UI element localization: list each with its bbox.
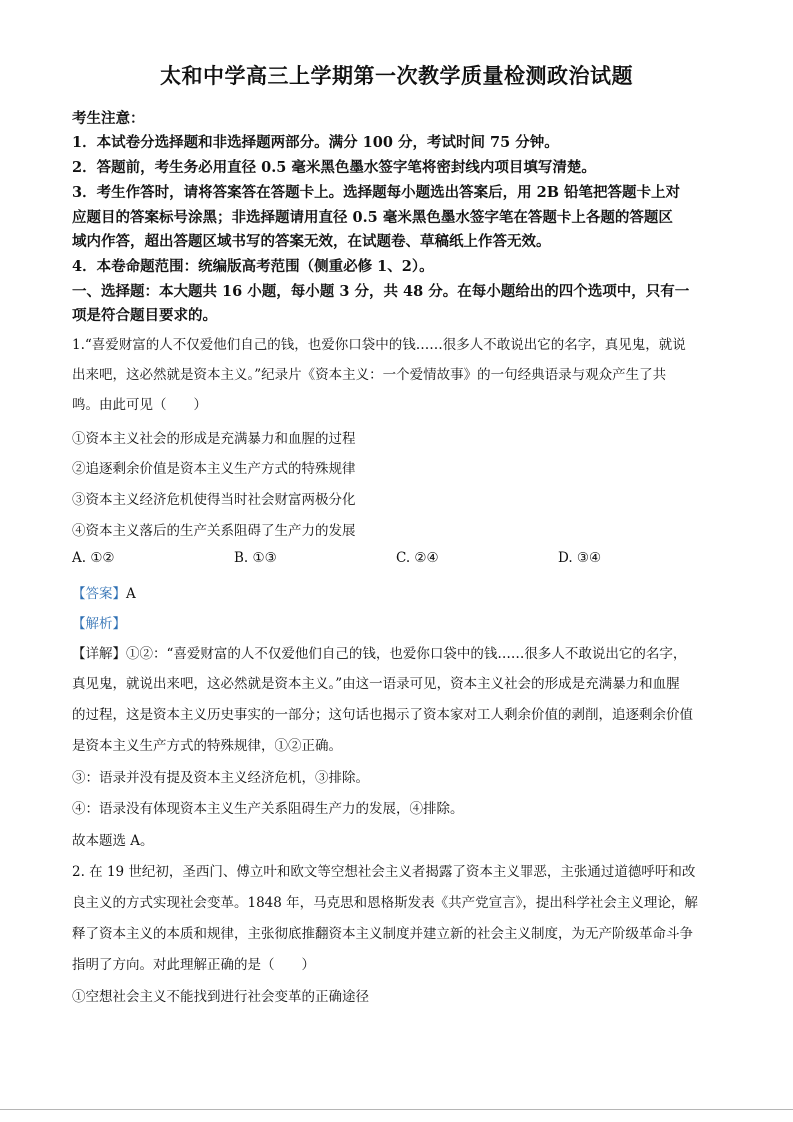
q1-option-a: A. ①②: [72, 550, 115, 566]
q1-detail-line: 是资本主义生产方式的特殊规律，①②正确。: [72, 738, 342, 754]
notice-line: 域内作答，超出答题区域书写的答案无效，在试题卷、草稿纸上作答无效。: [72, 233, 551, 250]
q1-detail-line: [72, 642, 686, 662]
q1-statement: ③资本主义经济危机使得当时社会财富两极分化: [72, 492, 356, 508]
notice-line: 2．答题前，考生务必用直径 0.5 毫米黑色墨水签字笔将密封线内项目填写清楚。: [72, 159, 596, 176]
q2-stem-line: 指明了方向。对此理解正确的是（ ）: [72, 957, 315, 973]
section-heading: 一、选择题：本大题共 16 小题，每小题 3 分，共 48 分。在每小题给出的四个选项中，只有一: [72, 283, 690, 300]
q1-conclusion: 故本题选 A。: [72, 833, 154, 849]
q1-detail-line: ④：语录没有体现资本主义生产关系阻碍生产力的发展，④排除。: [72, 801, 464, 817]
notice-line: 1．本试卷分选择题和非选择题两部分。满分 100 分，考试时间 75 分钟。: [72, 134, 559, 151]
q2-stem-line: 释了资本主义的本质和规律，主张彻底推翻资本主义制度并建立新的社会主义制度，为无产阶级革命斗争: [72, 926, 693, 942]
detail-label: 【详解】: [72, 646, 126, 662]
q1-option-c: C. ②④: [396, 550, 439, 566]
q2-stem-line: 2. 在 19 世纪初，圣西门、傅立叶和欧文等空想社会主义者揭露了资本主义罪恶，主张通过道德呼吁和改: [72, 864, 696, 880]
q1-answer: [72, 582, 136, 602]
answer-label: 【答案】: [72, 586, 126, 602]
q1-stem-line: 出来吧，这必然就是资本主义。”纪录片《资本主义：一个爱情故事》的一句经典语录与观众产生了共: [72, 367, 667, 383]
notice-heading: 考生注意：: [72, 110, 145, 127]
notice-line: 应题目的答案标号涂黑；非选择题请用直径 0.5 毫米黑色墨水签字笔在答题卡上各题的答题区: [72, 209, 673, 226]
q1-detail-line: ③：语录并没有提及资本主义经济危机，③排除。: [72, 770, 369, 786]
q1-stem-line: 鸣。由此可见（ ）: [72, 397, 207, 413]
detail-text: ①②：“喜爱财富的人不仅爱他们自己的钱，也爱你口袋中的钱……很多人不敢说出它的名字，: [126, 646, 687, 662]
notice-line: 3．考生作答时，请将答案答在答题卡上。选择题每小题选出答案后，用 2B 铅笔把答题卡上对: [72, 184, 681, 201]
q1-option-b: B. ①③: [234, 550, 277, 566]
q1-detail-line: 真见鬼，就说出来吧，这必然就是资本主义。”由这一语录可见，资本主义社会的形成是充满暴力和血腥: [72, 676, 680, 692]
q2-statement: ①空想社会主义不能找到进行社会变革的正确途径: [72, 989, 369, 1005]
section-heading-cont: 项是符合题目要求的。: [72, 307, 217, 324]
q1-statement: ②追逐剩余价值是资本主义生产方式的特殊规律: [72, 461, 356, 477]
q1-statement: ①资本主义社会的形成是充满暴力和血腥的过程: [72, 431, 356, 447]
notice-line: 4．本卷命题范围：统编版高考范围（侧重必修 1、2）。: [72, 258, 434, 275]
analysis-label: 【解析】: [72, 616, 126, 632]
q1-detail-line: 的过程，这是资本主义历史事实的一部分；这句话也揭示了资本家对工人剩余价值的剥削，追逐剩余价值: [72, 707, 693, 723]
q2-stem-line: 良主义的方式实现社会变革。1848 年，马克思和恩格斯发表《共产党宣言》，提出科学社会主义理论，解: [72, 895, 698, 911]
q1-stem-line: 1.“喜爱财富的人不仅爱他们自己的钱，也爱你口袋中的钱……很多人不敢说出它的名字，真见鬼，就说: [72, 337, 686, 353]
q1-option-d: D. ③④: [558, 550, 602, 566]
q1-statement: ④资本主义落后的生产关系阻碍了生产力的发展: [72, 523, 356, 539]
page-bottom-divider: [0, 1109, 793, 1110]
page-title: 太和中学高三上学期第一次教学质量检测政治试题: [160, 63, 633, 88]
answer-value: A: [126, 586, 136, 602]
